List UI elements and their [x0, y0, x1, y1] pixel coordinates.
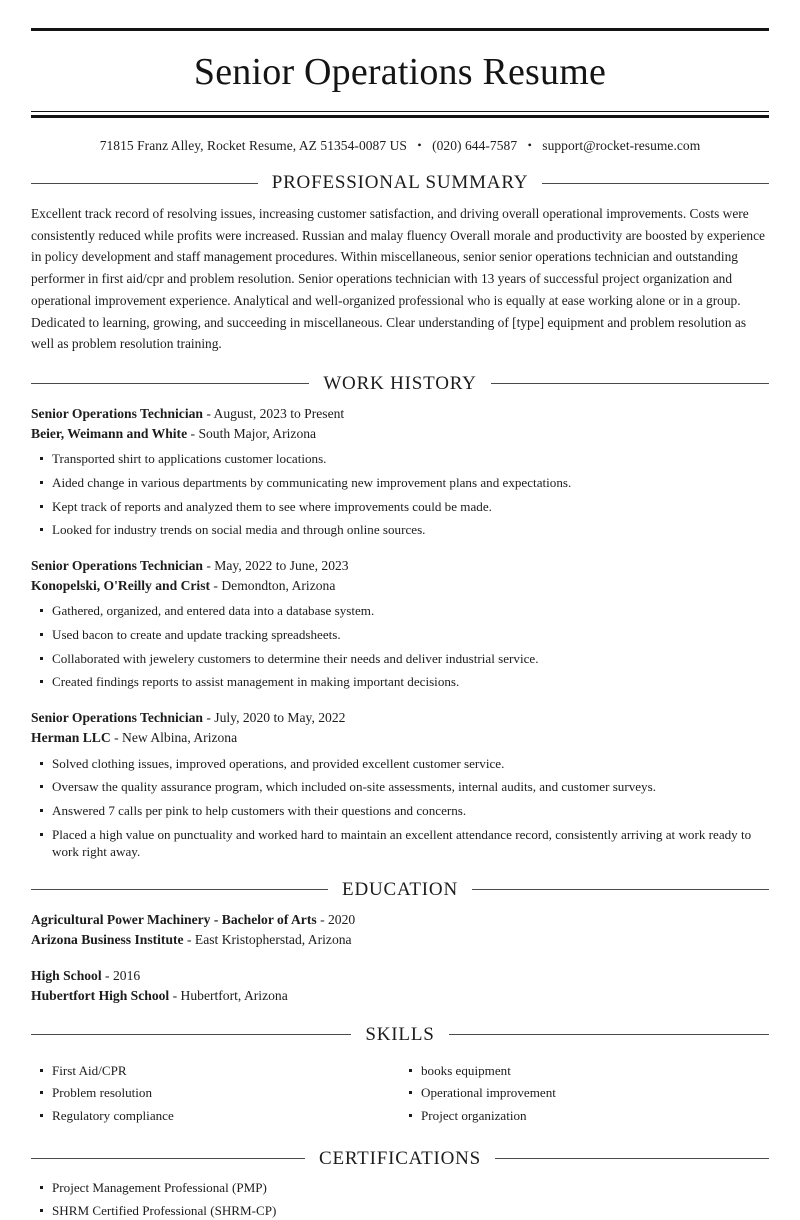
list-item: books equipment: [400, 1062, 769, 1080]
education-year: 2020: [328, 911, 356, 927]
certifications-list: [31, 1179, 769, 1220]
skills-column-right: [400, 1055, 769, 1130]
list-item: Solved clothing issues, improved operations, and provided excellent customer service.: [31, 755, 769, 773]
section-work-history: [31, 373, 769, 861]
list-item: Transported shirt to applications customer locations.: [31, 450, 769, 468]
work-history-entry: [31, 404, 769, 539]
section-heading-professional-summary: [31, 172, 769, 194]
section-certifications: [31, 1148, 769, 1220]
skills-list-right: [400, 1062, 769, 1125]
page-title: Senior Operations Resume: [193, 51, 607, 93]
list-item: Placed a high value on punctuality and worked hard to maintain an excellent attendance record, consistently arriving at work ready to work right away.: [31, 826, 769, 861]
header-top-rule: [31, 28, 769, 31]
job-bullet-list: [31, 755, 769, 861]
list-item: Project Management Professional (PMP): [31, 1179, 769, 1197]
section-heading-work-history: [31, 373, 769, 395]
header-bottom-rule: [31, 111, 769, 118]
job-location: New Albina, Arizona: [122, 729, 238, 745]
section-rule-left: [31, 183, 258, 184]
section-professional-summary: [31, 172, 769, 355]
section-education: [31, 879, 769, 1006]
job-company: Beier, Weimann and White: [31, 425, 188, 441]
section-heading-label: WORK HISTORY: [323, 372, 477, 394]
section-rule-right: [491, 383, 769, 384]
education-school-line: Hubertfort High School - Hubertfort, Arizona: [31, 987, 288, 1003]
section-rule-left: [31, 383, 309, 384]
skills-column-left: [31, 1055, 400, 1130]
job-location: South Major, Arizona: [198, 425, 317, 441]
contact-email: support@rocket-resume.com: [542, 138, 701, 153]
list-item: First Aid/CPR: [31, 1062, 400, 1080]
section-heading-label: CERTIFICATIONS: [318, 1147, 482, 1169]
section-heading-education: [31, 879, 769, 901]
education-program: High School: [31, 968, 102, 984]
job-bullet-list: [31, 602, 769, 691]
job-dates: May, 2022 to June, 2023: [214, 558, 349, 574]
section-rule-left: [31, 1158, 305, 1159]
section-rule-left: [31, 889, 328, 890]
section-rule-right: [542, 183, 769, 184]
list-item: Answered 7 calls per pink to help customers with their questions and concerns.: [31, 802, 769, 820]
section-rule-right: [495, 1158, 769, 1159]
skills-columns: [31, 1055, 769, 1130]
job-company-line: Beier, Weimann and White - South Major, Arizona: [31, 425, 317, 441]
skills-list-left: [31, 1062, 400, 1125]
job-bullet-list: [31, 450, 769, 539]
contact-address: 71815 Franz Alley, Rocket Resume, AZ 51354-0087 US: [99, 138, 407, 153]
section-heading-label: PROFESSIONAL SUMMARY: [271, 172, 529, 193]
job-title: Senior Operations Technician: [31, 405, 203, 421]
education-program-line: Agricultural Power Machinery - Bachelor of Arts - 2020: [31, 911, 356, 927]
job-company: Herman LLC: [31, 729, 111, 745]
list-item: SHRM Certified Professional (SHRM-CP): [31, 1202, 769, 1220]
work-history-entry: [31, 708, 769, 861]
job-company-line: Herman LLC - New Albina, Arizona: [31, 729, 238, 745]
list-item: Project organization: [400, 1107, 769, 1125]
job-dates: August, 2023 to Present: [213, 405, 345, 421]
contact-phone: (020) 644-7587: [432, 138, 518, 153]
list-item: Aided change in various departments by communicating new improvement plans and expectations.: [31, 474, 769, 492]
resume-page: [0, 28, 800, 1219]
education-entry: [31, 966, 769, 1005]
section-heading-certifications: [31, 1148, 769, 1170]
job-location: Demondton, Arizona: [221, 577, 336, 593]
contact-separator-2: •: [527, 138, 532, 152]
list-item: Created findings reports to assist management in making important decisions.: [31, 673, 769, 691]
job-title-line: Senior Operations Technician - August, 2023 to Present: [31, 405, 345, 421]
education-location: Hubertfort, Arizona: [180, 987, 288, 1003]
list-item: Regulatory compliance: [31, 1107, 400, 1125]
summary-text: Excellent track record of resolving issues, increasing customer satisfaction, and driving overall operational improvements. Costs were consistently reduced while profits were increased. Russian and malay fluency Overall morale and productivity are boosted by experience in policy development and staff management procedures. Within miscellaneous, senior senior operations technician and outstanding performer in first aid/cpr and problem resolution. Senior operations technician with 13 years of successful project organization and operational improvement experience. Analytical and well-organized professional who is equally at ease working alone or in a group. Dedicated to learning, growing, and succeeding in miscellaneous. Clear understanding of [type] equipment and problem resolution as well as problem resolution training.: [31, 206, 765, 352]
list-item: Kept track of reports and analyzed them to see where improvements could be made.: [31, 498, 769, 516]
job-title-line: Senior Operations Technician - May, 2022 to June, 2023: [31, 558, 349, 574]
job-company-line: Konopelski, O'Reilly and Crist - Demondton, Arizona: [31, 577, 336, 593]
education-school-line: Arizona Business Institute - East Kristopherstad, Arizona: [31, 931, 352, 947]
section-heading-label: SKILLS: [365, 1023, 435, 1045]
education-year: 2016: [112, 968, 141, 984]
section-skills: [31, 1024, 769, 1130]
job-title-line: Senior Operations Technician - July, 2020 to May, 2022: [31, 710, 346, 726]
education-location: East Kristopherstad, Arizona: [194, 931, 352, 947]
list-item: Collaborated with jewelery customers to determine their needs and deliver industrial service.: [31, 650, 769, 668]
education-school: Arizona Business Institute: [31, 931, 184, 947]
list-item: Oversaw the quality assurance program, which included on-site assessments, internal audits, and customer surveys.: [31, 778, 769, 796]
list-item: Operational improvement: [400, 1084, 769, 1102]
list-item: Problem resolution: [31, 1084, 400, 1102]
education-program: Agricultural Power Machinery - Bachelor of Arts: [31, 911, 317, 927]
education-entry: [31, 910, 769, 949]
section-rule-right: [472, 889, 769, 890]
job-dates: July, 2020 to May, 2022: [214, 710, 346, 726]
list-item: Used bacon to create and update tracking spreadsheets.: [31, 626, 769, 644]
section-heading-label: EDUCATION: [342, 878, 458, 900]
job-title: Senior Operations Technician: [31, 710, 203, 726]
contact-line: [31, 138, 769, 154]
contact-separator-1: •: [417, 138, 422, 152]
header-rule-thick: [31, 115, 769, 118]
work-history-entry: [31, 556, 769, 691]
job-company: Konopelski, O'Reilly and Crist: [31, 577, 211, 593]
education-program-line: High School - 2016: [31, 968, 141, 984]
education-school: Hubertfort High School: [31, 987, 170, 1003]
list-item: Looked for industry trends on social media and through online sources.: [31, 521, 769, 539]
list-item: Gathered, organized, and entered data into a database system.: [31, 602, 769, 620]
job-title: Senior Operations Technician: [31, 558, 203, 574]
